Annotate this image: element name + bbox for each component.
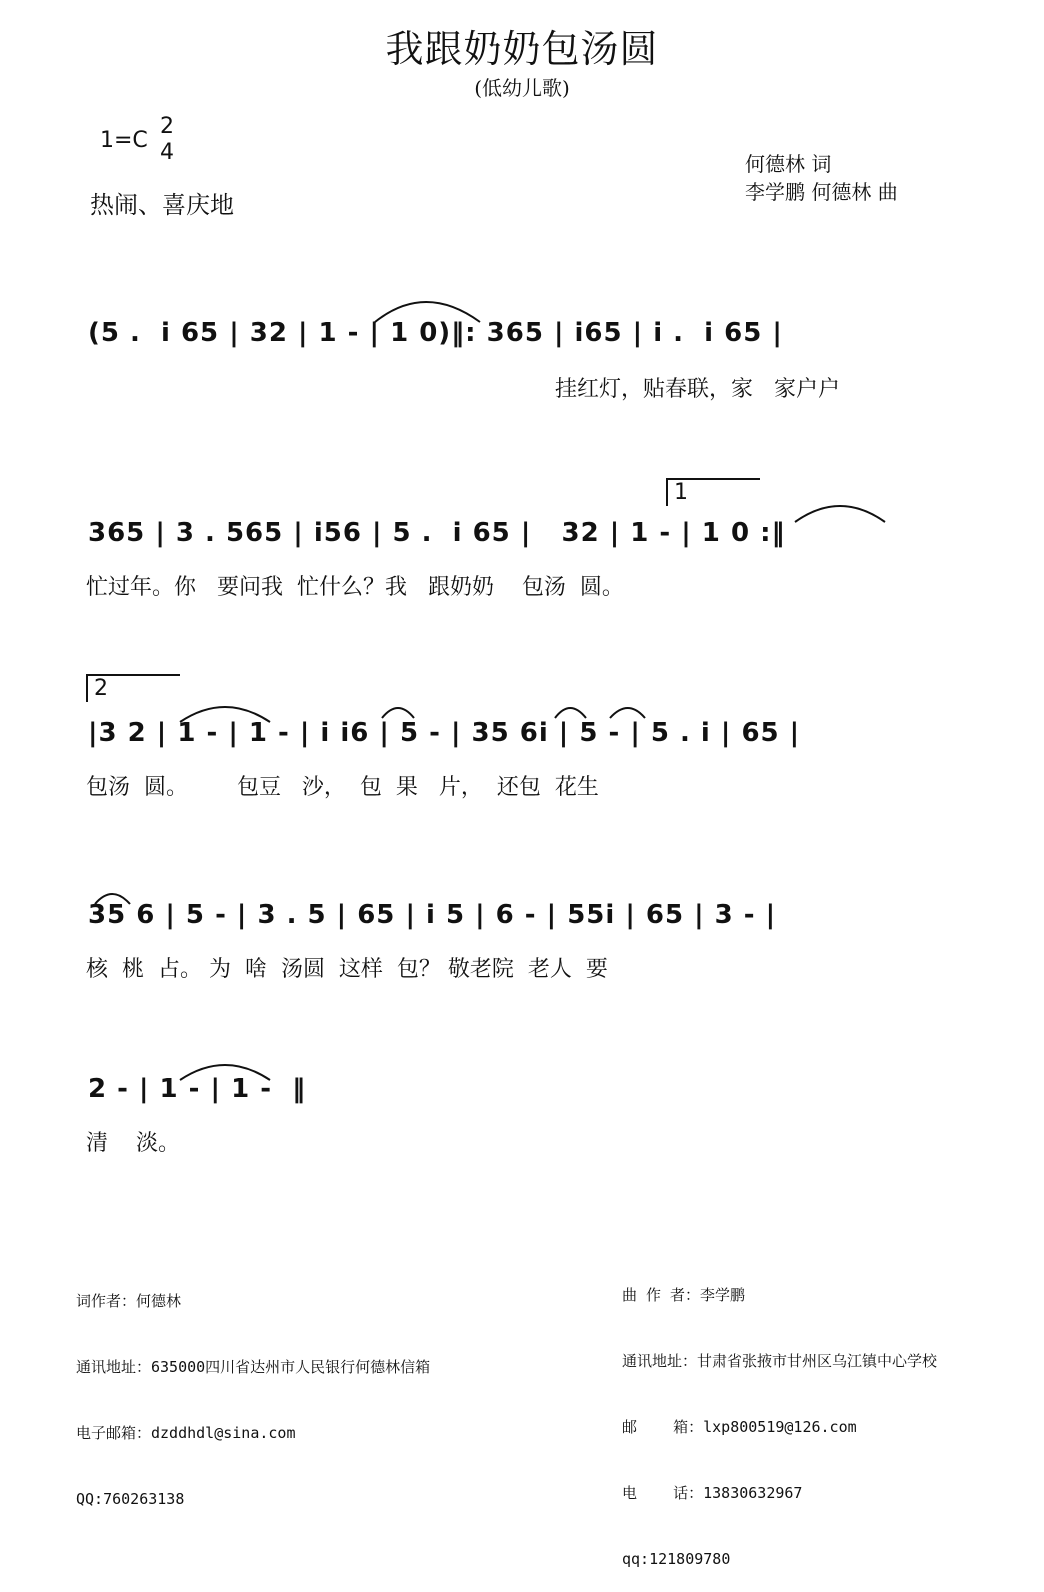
lyricist-contact [76, 1246, 430, 1532]
composer-qq: qq:121809780 [622, 1550, 731, 1568]
score-line-1: (5 . i 65 | 32 | 1 - | 1 0)‖: 365 | i65 | i . i 65 | [88, 318, 783, 348]
lyric-line-3: 包汤 圆。 包豆 沙， 包 果 片， 还包 花生 [86, 775, 599, 800]
composer-name: 曲 作 者：李学鹏 [622, 1286, 746, 1304]
lyric-line-5: 清 淡。 [86, 1131, 180, 1156]
composer-contact [622, 1240, 937, 1592]
lyric-line-2: 忙过年。你 要问我 忙什么？我 跟奶奶 包汤 圆。 [86, 575, 624, 600]
composer-email: 邮 箱：lxp800519@126.com [622, 1418, 857, 1436]
composer-credit: 李学鹏 何德林 曲 [745, 180, 898, 204]
second-ending-label: 2 [94, 676, 108, 701]
time-signature-top: 2 [160, 114, 174, 139]
composer-address: 通讯地址：甘肃省张掖市甘州区乌江镇中心学校 [622, 1352, 938, 1370]
score-line-3: |3 2 | 1 - | 1 - | i i6 | 5 - | 35 6i | 5 - | 5 . i | 65 | [88, 718, 801, 748]
lyric-line-1: 挂红灯，贴春联，家 家户户 [555, 377, 840, 402]
lyricist-address: 通讯地址：635000四川省达州市人民银行何德林信箱 [76, 1358, 431, 1376]
score-line-4: 35 6 | 5 - | 3 . 5 | 65 | i 5 | 6 - | 55i | 65 | 3 - | [88, 900, 777, 930]
song-subtitle: (低幼儿歌) [474, 76, 570, 100]
composer-phone: 电 话：13830632967 [622, 1484, 803, 1502]
tempo-marking: 热闹、喜庆地 [90, 191, 234, 219]
first-ending-label: 1 [674, 480, 688, 505]
time-signature-bottom: 4 [160, 140, 174, 165]
lyricist-qq: QQ:760263138 [76, 1490, 185, 1508]
song-title: 我跟奶奶包汤圆 [385, 27, 659, 71]
lyricist-credit: 何德林 词 [745, 152, 832, 176]
lyric-line-4: 核 桃 占。 为 啥 汤圆 这样 包？ 敬老院 老人 要 [86, 957, 608, 982]
lyricist-email: 电子邮箱：dzddhdl@sina.com [76, 1424, 296, 1442]
key-signature: 1=C [100, 128, 148, 153]
lyricist-name: 词作者：何德林 [76, 1292, 182, 1310]
score-line-5: 2 - | 1 - | 1 - ‖ [88, 1074, 307, 1104]
score-line-2: 365 | 3 . 565 | i56 | 5 . i 65 | 32 | 1 - | 1 0 :‖ [88, 518, 786, 548]
